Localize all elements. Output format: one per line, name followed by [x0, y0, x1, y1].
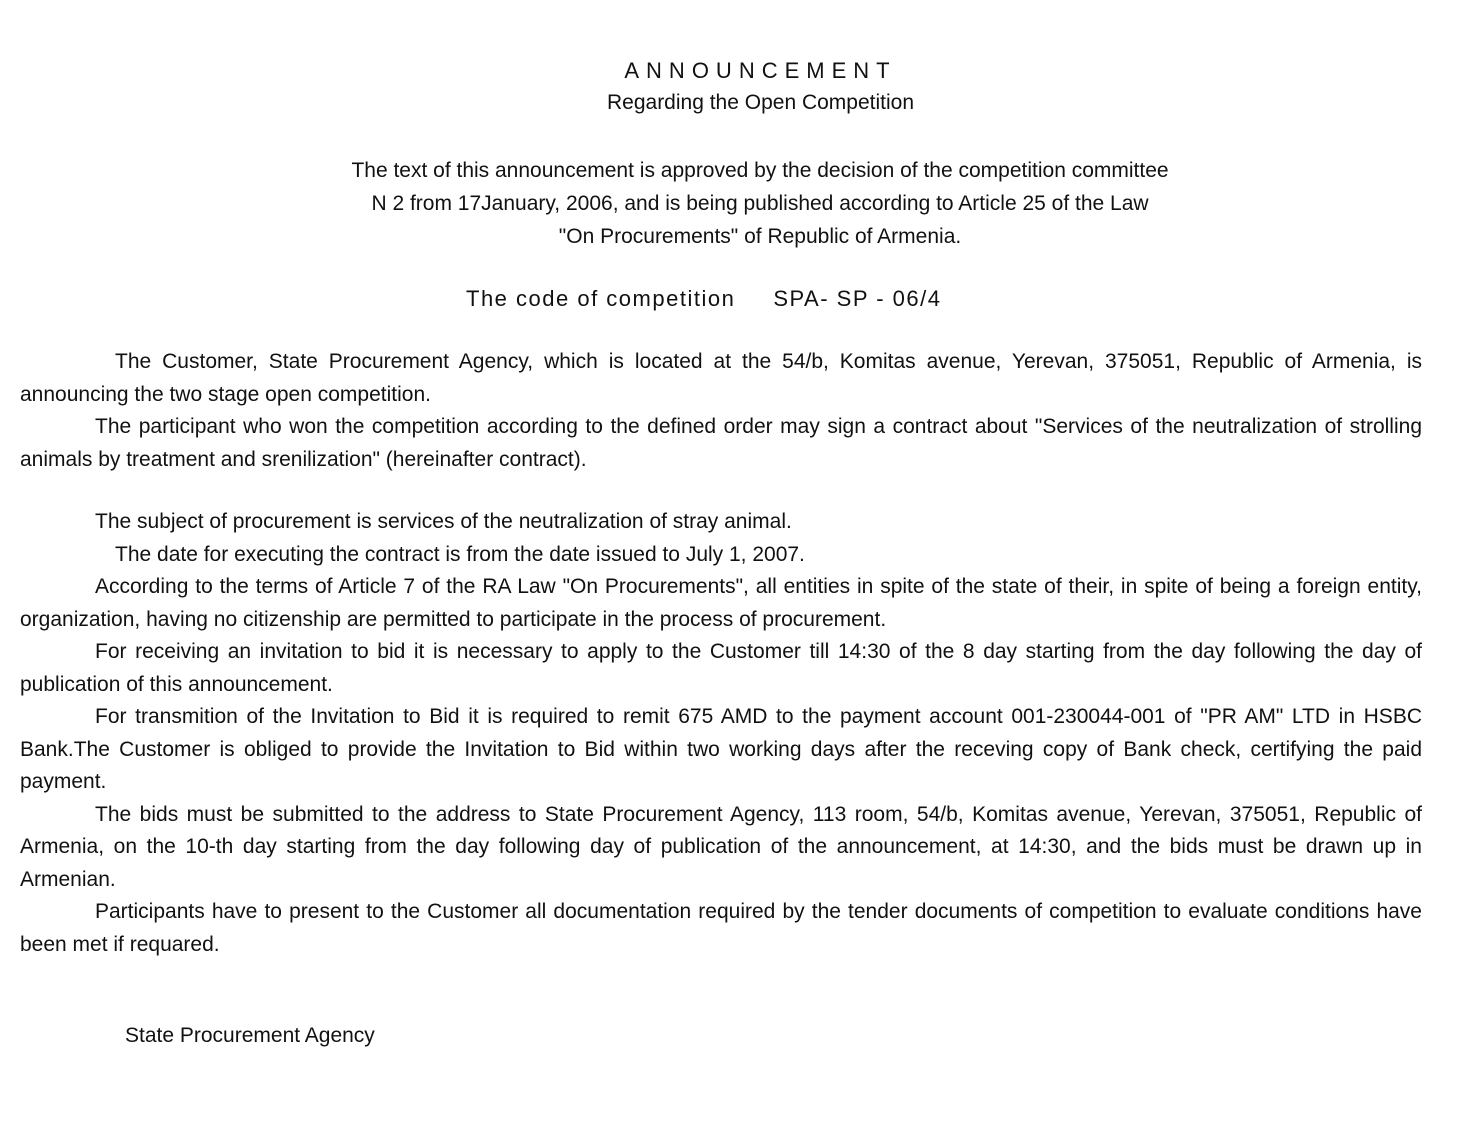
paragraph-customer: The Customer, State Procurement Agency, which is located at the 54/b, Komitas avenue, Yerevan, 375051, Republic of Armenia, is announcing the two stage open competition. — [20, 350, 1422, 406]
signature: State Procurement Agency — [125, 1024, 375, 1047]
competition-code-value: SPA- SP - 06/4 — [773, 286, 942, 311]
approval-statement — [200, 154, 1320, 253]
paragraph-date: The date for executing the contract is from the date issued to July 1, 2007. — [115, 542, 805, 566]
announcement-body — [20, 346, 1422, 961]
paragraph-documentation: Participants have to present to the Customer all documentation required by the tender documents of competition to evaluate conditions have been met if requared. — [20, 900, 1422, 956]
paragraph-contract: The participant who won the competition according to the defined order may sign a contract about "Services of the neutralization of strolling animals by treatment and srenilization" (hereinafter contract). — [20, 415, 1422, 471]
paragraph-eligibility: According to the terms of Article 7 of the RA Law "On Procurements", all entities in spite of the state of their, in spite of being a foreign entity, organization, having no citizenship are permitted to participate in the process of procurement. — [20, 575, 1422, 631]
page-subtitle: Regarding the Open Competition — [606, 91, 915, 114]
approval-line: "On Procurements" of Republic of Armenia. — [558, 225, 962, 248]
approval-line: N 2 from 17January, 2006, and is being published according to Article 25 of the Law — [371, 192, 1149, 215]
paragraph-invitation: For receiving an invitation to bid it is necessary to apply to the Customer till 14:30 of the 8 day starting from the day following the day of publication of this announcement. — [20, 640, 1422, 696]
competition-code-label: The code of competition — [466, 286, 736, 311]
approval-line: The text of this announcement is approved by the decision of the competition committee — [351, 159, 1169, 182]
paragraph-payment: For transmition of the Invitation to Bid it is required to remit 675 AMD to the payment account 001-230044-001 of "PR AM" LTD in HSBC Bank.The Customer is obliged to provide the Invitation to Bid within two working days after the receving copy of Bank check, certifying the paid payment. — [20, 705, 1422, 793]
competition-code — [466, 286, 941, 312]
page-title: ANNOUNCEMENT — [624, 58, 897, 83]
paragraph-subject: The subject of procurement is services of the neutralization of stray animal. — [95, 510, 792, 533]
paragraph-submission: The bids must be submitted to the address to State Procurement Agency, 113 room, 54/b, Komitas avenue, Yerevan, 375051, Republic of Armenia, on the 10-th day starting from the day following day of publication of the announcement, at 14:30, and the bids must be drawn up in Armenian. — [20, 802, 1422, 891]
